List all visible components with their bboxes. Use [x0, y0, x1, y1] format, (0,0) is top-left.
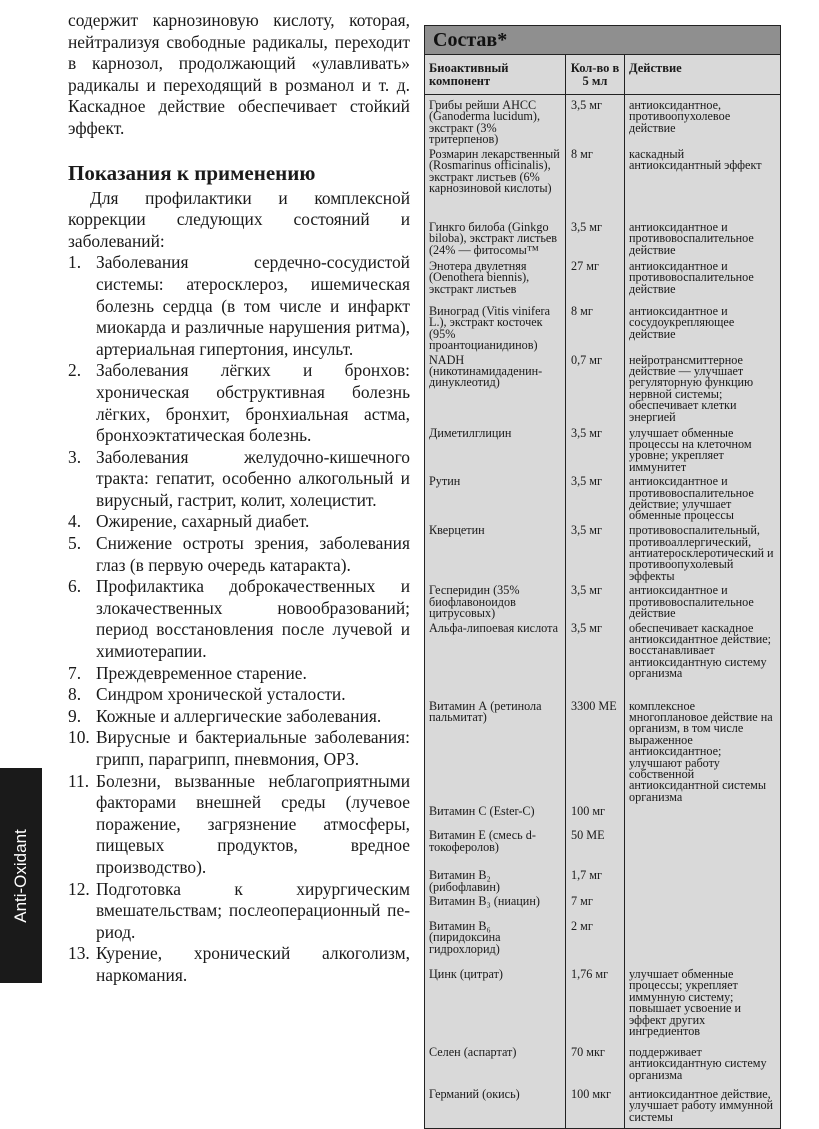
indication-item: [68, 771, 410, 879]
cell-action: [625, 803, 781, 827]
table-row: [425, 146, 780, 219]
cell-amount: 100 мг: [566, 803, 625, 827]
side-tab-label: Anti-Oxidant: [11, 828, 30, 923]
cell-component: Витамин B₆ (пиридоксина гидрохлорид): [429, 918, 501, 956]
cell-action: обеспечивает каскадное антиоксидантное действие; восстанавливает антиоксидантную систему организма: [629, 620, 772, 681]
cell-component: Альфа-липоевая кислота: [429, 620, 558, 635]
indication-text: Вирусные и бактериальные заболевания: грипп, парагрипп, пневмония, ОРЗ.: [96, 727, 410, 769]
cell-action: антиоксидантное и сосудоукрепляющее действие: [629, 304, 735, 341]
cell-component: Розмарин лекарственный (Rosmarinus officinalis), экстракт листьев (6% карнозиновой кислоты): [429, 147, 560, 196]
indication-item: [68, 360, 410, 446]
table-row: [425, 918, 780, 966]
cell-amount: 1,76 мг: [566, 966, 625, 1044]
indication-number: 2.: [68, 360, 82, 381]
cell-component: Витамин B₂ (рибофлавин): [429, 868, 500, 894]
cell-amount: 50 МЕ: [566, 827, 625, 867]
cell-action: нейротрансмиттерное действие — улучшает регуляторную функцию нервной системы; обеспечивает клетки энергией: [629, 352, 754, 424]
cell-amount: 0,7 мг: [566, 352, 625, 425]
cell-component: Энотера двулетняя (Oenothera biennis), экстракт листьев: [429, 259, 530, 296]
table-row: [425, 352, 780, 425]
composition-rows: [425, 95, 780, 1128]
table-row: [425, 97, 780, 146]
cell-component: Грибы рейши AHCC (Ganoderma lucidum), экстракт (3% тритерпенов): [429, 98, 541, 147]
indication-number: 11.: [68, 770, 90, 791]
cell-action: антиоксидантное и противовоспалительное действие; улучшает обменные процессы: [629, 474, 754, 523]
table-row: [425, 425, 780, 474]
indication-text: Синдром хронической усталости.: [96, 684, 346, 705]
table-row: [425, 303, 780, 352]
indication-text: Подготовка к хирургическим вмешательствам; послеоперационный пе-риод.: [96, 878, 410, 942]
cell-action: комплексное многоплановое действие на организм, в том числе выраженное антиоксидантное; улучшают работу собственной антиоксидантной системы организма: [629, 698, 773, 804]
table-row: [425, 620, 780, 698]
cell-action: антиоксидантное действие, улучшает работу иммунной системы: [629, 1086, 774, 1124]
cell-action: [625, 918, 781, 966]
cell-amount: 70 мкг: [566, 1044, 625, 1086]
indication-item: [68, 511, 410, 533]
indication-item: [68, 727, 410, 770]
table-row: [425, 803, 780, 827]
table-row: [425, 219, 780, 258]
table-row: [425, 522, 780, 582]
cell-component: Селен (аспартат): [429, 1044, 517, 1059]
indication-item: [68, 663, 410, 685]
cell-amount: 7 мг: [566, 893, 625, 918]
indication-number: 4.: [68, 511, 82, 532]
indication-number: 12.: [68, 878, 90, 899]
cell-action: улучшает обменные процессы; укрепляет иммунную систему; повышает усвоение и эффект других ингредиентов: [629, 966, 741, 1038]
table-row: [425, 258, 780, 303]
cell-amount: 2 мг: [566, 918, 625, 966]
indication-number: 8.: [68, 684, 82, 705]
indication-text: Заболевания лёгких и бронхов: хроническая обструктивная болезнь лёгких, бронхит, бронхиальная астма, бронхоэктатическая болезнь.: [96, 360, 410, 446]
indication-item: [68, 684, 410, 706]
table-row: [425, 827, 780, 867]
cell-component: Витамин С (Ester-C): [429, 804, 535, 819]
cell-amount: 8 мг: [566, 146, 625, 219]
cell-component: Кверцетин: [429, 523, 485, 538]
indication-item: [68, 252, 410, 360]
cell-component: Рутин: [429, 474, 461, 489]
cell-action: поддерживает антиоксидантную систему организма: [629, 1044, 767, 1082]
cell-component: Цинк (цитрат): [429, 966, 503, 981]
cell-action: противовоспалительный, противоаллергический, антиатеросклеротический и противоопухолевый эффекты: [629, 523, 774, 583]
composition-table: [425, 55, 780, 1128]
cell-component: Германий (окись): [429, 1086, 520, 1101]
side-tab: [0, 768, 42, 983]
cell-action: антиоксидантное и противовоспалительное действие: [629, 220, 754, 257]
cell-amount: 1,7 мг: [566, 867, 625, 893]
indication-number: 10.: [68, 727, 90, 748]
indication-text: Ожирение, сахарный диабет.: [96, 511, 310, 532]
indication-item: [68, 533, 410, 576]
cell-action: антиоксидантное и противовоспалительное действие: [629, 583, 754, 621]
cell-amount: 3,5 мг: [566, 473, 625, 522]
cell-component: Диметилглицин: [429, 425, 512, 440]
cell-component: Виноград (Vitis vinifera L.), экстракт косточек (95% проантоцианидинов): [429, 304, 550, 353]
indication-item: [68, 576, 410, 662]
cell-amount: 3,5 мг: [566, 620, 625, 698]
cell-amount: 3,5 мг: [566, 219, 625, 258]
indications-column: [68, 10, 410, 987]
table-row: [425, 893, 780, 918]
header-component: Биоактивный компонент: [425, 55, 566, 95]
indication-text: Заболевания желудочно-кишечного тракта: гепатит, особенно алкогольный и вирусный, гастрит, колит, холецистит.: [96, 446, 410, 510]
cell-action: [625, 893, 781, 918]
indication-item: [68, 706, 410, 728]
indication-item: [68, 879, 410, 944]
indication-text: Курение, хронический алкоголизм, наркомания.: [96, 943, 410, 985]
table-row: [425, 1086, 780, 1124]
table-row: [425, 582, 780, 619]
cell-amount: 3,5 мг: [566, 522, 625, 582]
indication-number: 3.: [68, 446, 82, 467]
indication-text: Кожные и аллергические заболевания.: [96, 705, 382, 726]
table-row: [425, 698, 780, 804]
section-heading: Показания к применению: [68, 160, 316, 185]
indications-intro: Для профилактики и комплексной коррекции следующих состояний и заболеваний:: [68, 187, 410, 251]
cell-component: NADH (никотинамидаденин-динуклеотид): [429, 352, 543, 390]
cell-amount: 3,5 мг: [566, 582, 625, 619]
cell-amount: 27 мг: [566, 258, 625, 303]
table-header-row: [425, 55, 780, 95]
cell-component: Витамин B₃ (ниацин): [429, 893, 540, 908]
cell-amount: 3,5 мг: [566, 425, 625, 474]
table-row: [425, 473, 780, 522]
cell-component: Гинкго билоба (Ginkgo biloba), экстракт листьев (24% — фитосомы™: [429, 220, 558, 257]
indication-number: 6.: [68, 576, 82, 597]
table-row: [425, 867, 780, 893]
indication-text: Профилактика доброкачественных и злокачественных новообразований; период восстановления после лучевой и химиотерапии.: [96, 576, 410, 662]
cell-action: каскадный антиоксидантный эффект: [629, 147, 762, 173]
indication-number: 7.: [68, 662, 82, 683]
indications-list: [68, 252, 410, 986]
indication-number: 5.: [68, 533, 82, 554]
indication-item: [68, 447, 410, 512]
indication-number: 1.: [68, 252, 82, 273]
cell-action: антиоксидантное, противоопухолевое действие: [629, 98, 731, 135]
indication-number: 13.: [68, 943, 90, 964]
cell-amount: 3,5 мг: [566, 97, 625, 146]
indication-text: Снижение остроты зрения, заболевания глаз (в первую очередь катаракта).: [96, 533, 410, 575]
cell-action: [625, 827, 781, 867]
cell-action: улучшает обменные процессы на клеточном уровне; укрепляет иммунитет: [629, 425, 752, 474]
intro-paragraph: содержит карнозиновую кислоту, которая, нейтрализуя свободные радикалы, переходит в карнозол, продолжающий «улавливать» радикалы и переходящий в розманол и т. д. Каскадное действие обеспечивает стойкий эффект.: [68, 10, 410, 138]
cell-amount: 100 мкг: [566, 1086, 625, 1124]
header-amount: Кол-во в 5 мл: [566, 55, 625, 95]
composition-panel: [424, 25, 781, 1129]
indication-text: Заболевания сердечно-сосудистой системы: атеросклероз, ишемическая болезнь сердца (в том числе и инфаркт миокарда и различные нарушения ритма), артериальная гипертония, инсульт.: [96, 252, 410, 359]
indication-item: [68, 943, 410, 986]
indication-text: Болезни, вызванные неблагоприятными факторами внешней среды (лучевое поражение, загрязнение атмосферы, пищевых продуктов, вредное производство).: [96, 770, 410, 877]
cell-action: антиоксидантное и противовоспалительное действие: [629, 259, 754, 296]
table-row: [425, 1044, 780, 1086]
indication-number: 9.: [68, 705, 82, 726]
cell-action: [625, 867, 781, 893]
cell-amount: 3300 МЕ: [566, 698, 625, 804]
indication-text: Преждевременное старение.: [96, 662, 307, 683]
cell-component: Гесперидин (35% биофлавоноидов цитрусовых): [429, 583, 520, 621]
header-action: Действие: [625, 55, 781, 95]
cell-component: Витамин А (ретинола пальмитат): [429, 698, 542, 724]
table-row: [425, 966, 780, 1044]
cell-amount: 8 мг: [566, 303, 625, 352]
cell-component: Витамин Е (смесь d-токоферолов): [429, 828, 536, 854]
composition-title: Состав*: [425, 26, 780, 55]
